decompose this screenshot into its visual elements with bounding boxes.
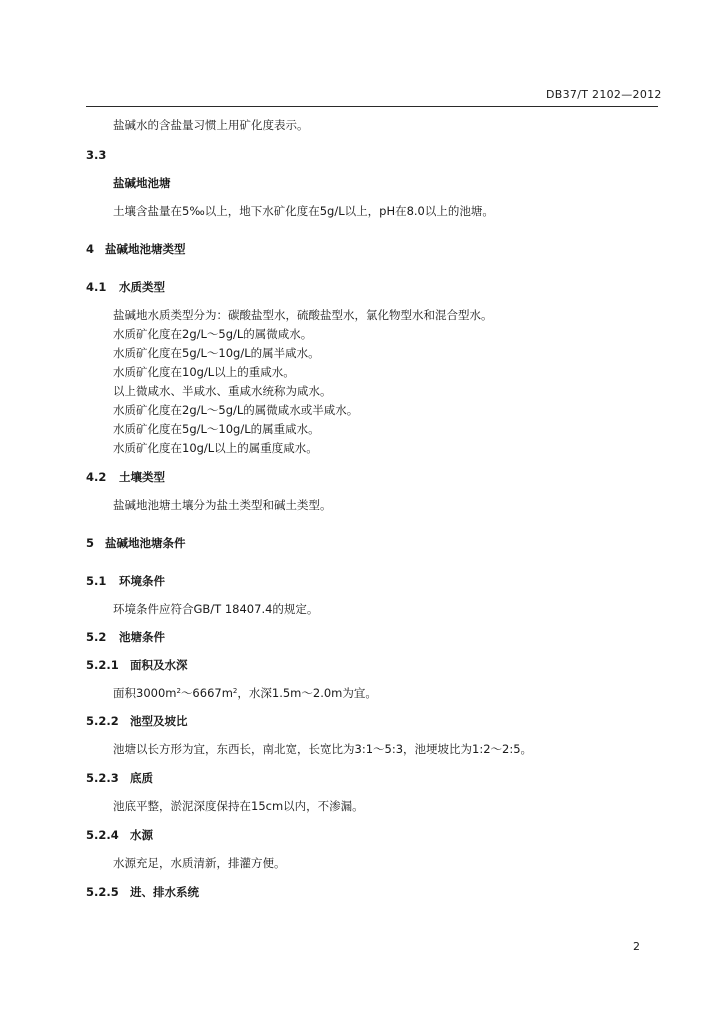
term-title: 盐碱地池塘	[113, 176, 171, 190]
term-definition: 土壤含盐量在5‰以上，地下水矿化度在5g/L以上，pH在8.0以上的池塘。	[113, 204, 494, 218]
section-title: 水源	[130, 828, 153, 842]
section-number: 5.1	[86, 574, 107, 588]
section-number: 5.2.3	[86, 771, 119, 785]
section-title: 盐碱地池塘类型	[105, 242, 186, 256]
paragraph: 水质矿化度在2g/L～5g/L的属微咸水或半咸水。	[113, 403, 359, 417]
section-title: 池型及坡比	[130, 714, 188, 728]
paragraph: 以上微咸水、半咸水、重咸水统称为咸水。	[113, 384, 332, 398]
section-number: 5.2	[86, 630, 107, 644]
section-title: 池塘条件	[119, 630, 165, 644]
section-number: 4.1	[86, 280, 107, 294]
area-text-mid: ～6667m	[180, 686, 233, 700]
paragraph: 盐碱地池塘土壤分为盐土类型和碱土类型。	[113, 498, 332, 512]
paragraph: 水质矿化度在10g/L以上的重咸水。	[113, 365, 295, 379]
section-number: 5	[86, 536, 95, 550]
section-title: 水质类型	[119, 280, 165, 294]
section-number: 4.2	[86, 470, 107, 484]
section-number: 5.2.1	[86, 658, 119, 672]
paragraph: 水质矿化度在5g/L～10g/L的属重咸水。	[113, 422, 320, 436]
paragraph: 池塘以长方形为宜，东西长，南北宽，长宽比为3:1～5:3，池埂坡比为1:2～2:5。	[113, 742, 533, 756]
document-code: DB37/T 2102—2012	[546, 88, 662, 101]
section-title: 环境条件	[119, 574, 165, 588]
paragraph: 水源充足，水质清新，排灌方便。	[113, 856, 286, 870]
section-number: 5.2.4	[86, 828, 119, 842]
section-title: 土壤类型	[119, 470, 165, 484]
paragraph: 盐碱地水质类型分为：碳酸盐型水，硫酸盐型水，氯化物型水和混合型水。	[113, 308, 493, 322]
section-number: 5.2.5	[86, 885, 119, 899]
superscript: 2	[232, 687, 238, 695]
section-number: 4	[86, 242, 95, 256]
paragraph: 盐碱水的含盐量习惯上用矿化度表示。	[113, 118, 309, 132]
section-title: 底质	[130, 771, 153, 785]
header-rule	[86, 106, 658, 107]
paragraph: 水质矿化度在5g/L～10g/L的属半咸水。	[113, 346, 320, 360]
area-text-pre: 面积3000m	[113, 686, 177, 700]
section-number: 3.3	[86, 148, 107, 162]
paragraph: 水质矿化度在10g/L以上的属重度咸水。	[113, 441, 318, 455]
superscript: 2	[176, 687, 181, 695]
section-title: 进、排水系统	[130, 885, 199, 899]
paragraph-area-depth	[113, 688, 377, 700]
paragraph: 环境条件应符合GB/T 18407.4的规定。	[113, 602, 319, 616]
paragraph: 水质矿化度在2g/L～5g/L的属微咸水。	[113, 327, 313, 341]
section-title: 面积及水深	[130, 658, 188, 672]
paragraph: 池底平整，淤泥深度保持在15cm以内，不渗漏。	[113, 799, 364, 813]
section-title: 盐碱地池塘条件	[105, 536, 186, 550]
page-number: 2	[633, 940, 640, 953]
section-number: 5.2.2	[86, 714, 119, 728]
area-text-post: ，水深1.5m～2.0m为宜。	[237, 686, 377, 700]
